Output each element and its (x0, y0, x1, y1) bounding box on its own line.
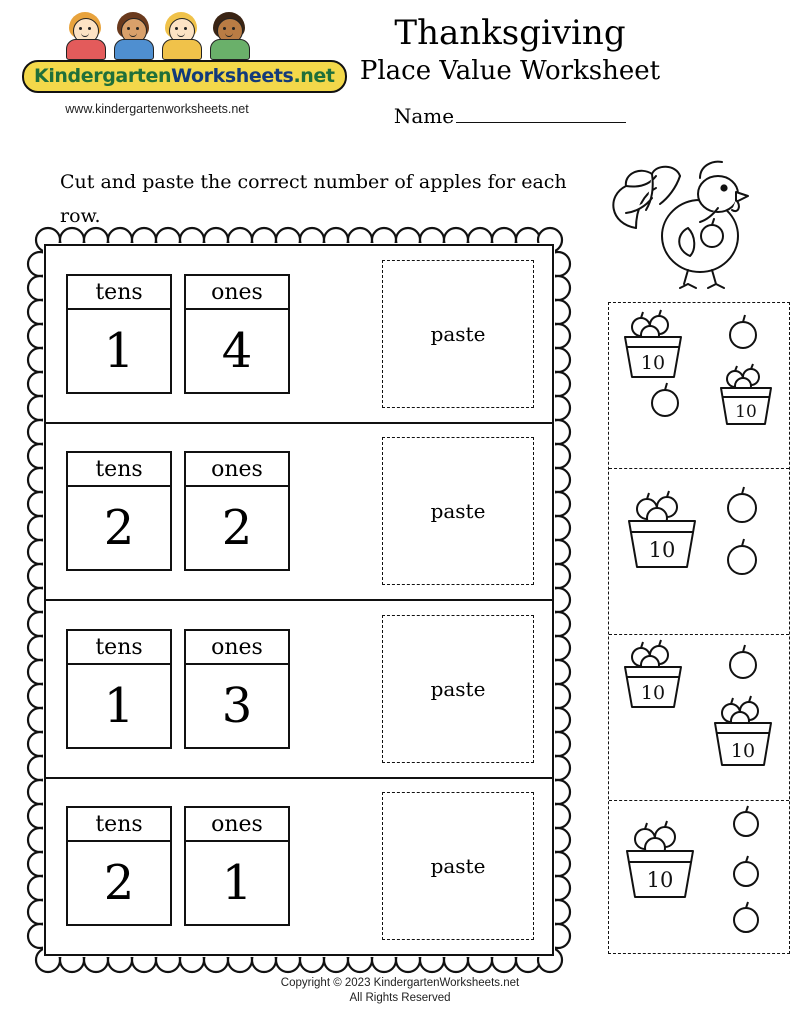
paste-box-3[interactable]: paste (382, 615, 534, 763)
kid-icon-1 (62, 10, 108, 58)
kid-icon-2 (110, 10, 156, 58)
tens-digit-4: 2 (103, 855, 135, 912)
tens-digit-1: 1 (103, 322, 135, 379)
tens-digit-2: 2 (103, 500, 135, 557)
ones-label-3: ones (186, 631, 288, 665)
name-label: Name (393, 104, 455, 128)
cutout-art-3 (609, 635, 789, 795)
title-block (300, 14, 720, 128)
tens-label-3: tens (68, 631, 170, 665)
svg-text:10: 10 (648, 538, 676, 562)
paste-box-4[interactable]: paste (382, 792, 534, 940)
paste-box-2[interactable]: paste (382, 437, 534, 585)
cutout-card-2[interactable] (609, 469, 789, 635)
site-logo (22, 10, 335, 116)
svg-text:10: 10 (730, 740, 756, 762)
ones-digit-4: 1 (221, 855, 253, 912)
table-row (46, 246, 552, 424)
name-field (300, 104, 720, 128)
ones-label-2: ones (186, 453, 288, 487)
place-value-group-3 (66, 629, 290, 749)
name-input-rule[interactable] (456, 106, 626, 123)
cutout-art-1 (609, 303, 789, 463)
logo-word-worksheets: Worksheets (171, 65, 294, 87)
svg-text:10: 10 (735, 402, 757, 422)
tens-label-4: tens (68, 808, 170, 842)
page-subtitle: Place Value Worksheet (359, 56, 661, 86)
ones-cell-2 (184, 451, 290, 571)
kids-illustration (22, 10, 292, 58)
cutout-strip (608, 302, 790, 954)
ones-label-4: ones (186, 808, 288, 842)
page-footer (0, 976, 800, 1006)
ones-label-1: ones (186, 276, 288, 310)
place-value-group-4 (66, 806, 290, 926)
logo-word-kindergarten: Kindergarten (34, 65, 172, 87)
table-row (46, 424, 552, 602)
ones-digit-1: 4 (221, 322, 253, 379)
logo-wordmark[interactable] (22, 60, 347, 93)
page-title: Thanksgiving (394, 13, 626, 53)
place-value-group-2 (66, 451, 290, 571)
rights-text: All Rights Reserved (349, 992, 451, 1004)
logo-word-tld: .net (293, 65, 335, 87)
copyright-text: Copyright © 2023 KindergartenWorksheets.net (280, 977, 520, 989)
place-value-table (44, 244, 554, 956)
svg-text:10: 10 (640, 682, 666, 704)
cutout-card-3[interactable] (609, 635, 789, 801)
tens-cell-2 (66, 451, 172, 571)
paste-box-1[interactable]: paste (382, 260, 534, 408)
site-url: www.kindergartenworksheets.net (65, 102, 249, 116)
cutout-card-4[interactable] (609, 801, 789, 966)
ones-cell-3 (184, 629, 290, 749)
worksheet-panel (26, 226, 572, 974)
tens-cell-1 (66, 274, 172, 394)
table-row (46, 601, 552, 779)
tens-cell-3 (66, 629, 172, 749)
ones-digit-3: 3 (221, 677, 253, 734)
kid-icon-3 (158, 10, 204, 58)
instructions-text: Cut and paste the correct number of apples for each row. (60, 171, 567, 227)
svg-text:10: 10 (640, 352, 666, 374)
kid-icon-4 (206, 10, 252, 58)
turkey-illustration (596, 158, 776, 298)
cutout-art-4 (609, 801, 789, 961)
page-header (0, 0, 800, 150)
tens-label-1: tens (68, 276, 170, 310)
tens-digit-3: 1 (103, 677, 135, 734)
svg-text:10: 10 (646, 868, 674, 892)
ones-cell-4 (184, 806, 290, 926)
tens-cell-4 (66, 806, 172, 926)
table-row (46, 779, 552, 955)
cutout-card-1[interactable] (609, 303, 789, 469)
place-value-group-1 (66, 274, 290, 394)
cutout-art-2 (609, 469, 789, 629)
ones-digit-2: 2 (221, 500, 253, 557)
ones-cell-1 (184, 274, 290, 394)
tens-label-2: tens (68, 453, 170, 487)
